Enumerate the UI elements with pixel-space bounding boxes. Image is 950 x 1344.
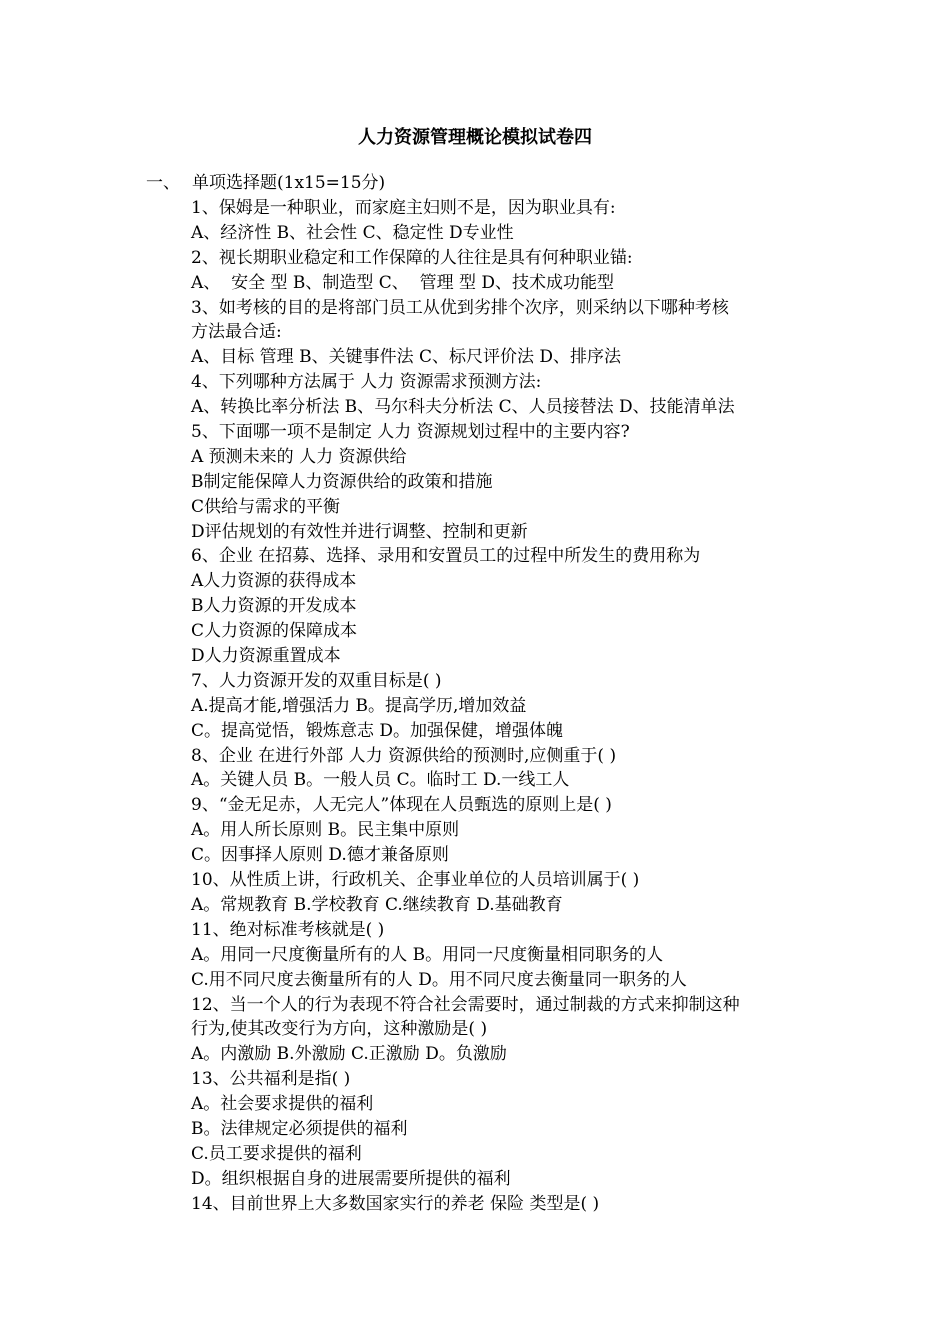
question-list <box>191 196 831 1217</box>
section-heading <box>146 171 385 196</box>
text-line: 行为,使其改变行为方向，这种激励是( ) <box>191 1019 488 1040</box>
text-line: A、目标 管理 B、关键事件法 C、标尺评价法 D、排序法 <box>191 347 622 368</box>
text-line: C.员工要求提供的福利 <box>191 1143 362 1164</box>
text-line: 14、目前世界上大多数国家实行的养老 保险 类型是( ) <box>191 1193 600 1214</box>
text-line: D。组织根据自身的进展需要所提供的福利 <box>191 1168 511 1189</box>
text-line: 8、企业 在进行外部 人力 资源供给的预测时,应侧重于( ) <box>191 745 617 766</box>
text-line: A。常规教育 B.学校教育 C.继续教育 D.基础教育 <box>191 894 563 915</box>
text-line: B制定能保障人力资源供给的政策和措施 <box>191 471 493 492</box>
text-line: D人力资源重置成本 <box>191 646 341 667</box>
text-line: A、 安全 型 B、制造型 C、 管理 型 D、技术成功能型 <box>191 272 615 293</box>
text-line: C。因事择人原则 D.德才兼备原则 <box>191 845 449 866</box>
text-line: A.提高才能,增强活力 B。提高学历,增加效益 <box>191 695 527 716</box>
text-line: 1、保姆是一种职业，而家庭主妇则不是，因为职业具有: <box>191 198 616 218</box>
text-line: 11、绝对标准考核就是( ) <box>191 919 385 940</box>
text-line: C。提高觉悟，锻炼意志 D。加强保健，增强体魄 <box>191 720 564 741</box>
text-line: 7、人力资源开发的双重目标是( ) <box>191 670 442 691</box>
page-title: 人力资源管理概论模拟试卷四 <box>358 127 592 148</box>
text-line: A、经济性 B、社会性 C、稳定性 D专业性 <box>191 222 514 243</box>
text-line: B。法律规定必须提供的福利 <box>191 1118 408 1139</box>
section-title: 单项选择题(1x15=15分) <box>192 173 386 193</box>
text-line: 12、当一个人的行为表现不符合社会需要时，通过制裁的方式来抑制这种 <box>191 994 740 1015</box>
text-line: C人力资源的保障成本 <box>191 621 358 642</box>
text-line: A。用人所长原则 B。民主集中原则 <box>191 820 460 841</box>
text-line: B人力资源的开发成本 <box>191 596 357 617</box>
text-line: 方法最合适: <box>191 322 282 343</box>
text-line: A人力资源的获得成本 <box>191 571 357 592</box>
section-number: 一、 <box>146 173 180 193</box>
text-line: 2、视长期职业稳定和工作保障的人往往是具有何种职业锚: <box>191 247 633 268</box>
text-line: 13、公共福利是指( ) <box>191 1069 351 1090</box>
text-line: A 预测未来的 人力 资源供给 <box>191 446 407 467</box>
text-line: C.用不同尺度去衡量所有的人 D。用不同尺度去衡量同一职务的人 <box>191 969 687 990</box>
text-line: 5、下面哪一项不是制定 人力 资源规划过程中的主要内容? <box>191 422 630 443</box>
text-line: 4、下列哪种方法属于 人力 资源需求预测方法: <box>191 372 542 393</box>
text-line: 10、从性质上讲，行政机关、企事业单位的人员培训属于( ) <box>191 870 640 891</box>
text-line: C供给与需求的平衡 <box>191 496 341 517</box>
text-line: A、转换比率分析法 B、马尔科夫分析法 C、人员接替法 D、技能清单法 <box>191 397 735 418</box>
text-line: 6、企业 在招募、选择、录用和安置员工的过程中所发生的费用称为 <box>191 546 701 567</box>
text-line: 9、“金无足赤，人无完人”体现在人员甄选的原则上是( ) <box>191 795 612 816</box>
text-line: A。内激励 B.外激励 C.正激励 D。负激励 <box>191 1044 507 1065</box>
text-line: A。社会要求提供的福利 <box>191 1094 374 1115</box>
text-line: A。关键人员 B。一般人员 C。临时工 D.一线工人 <box>191 770 570 791</box>
text-line: D评估规划的有效性并进行调整、控制和更新 <box>191 521 528 542</box>
text-line: 3、如考核的目的是将部门员工从优到劣排个次序，则采纳以下哪种考核 <box>191 297 729 318</box>
text-line: A。用同一尺度衡量所有的人 B。用同一尺度衡量相同职务的人 <box>191 944 664 965</box>
